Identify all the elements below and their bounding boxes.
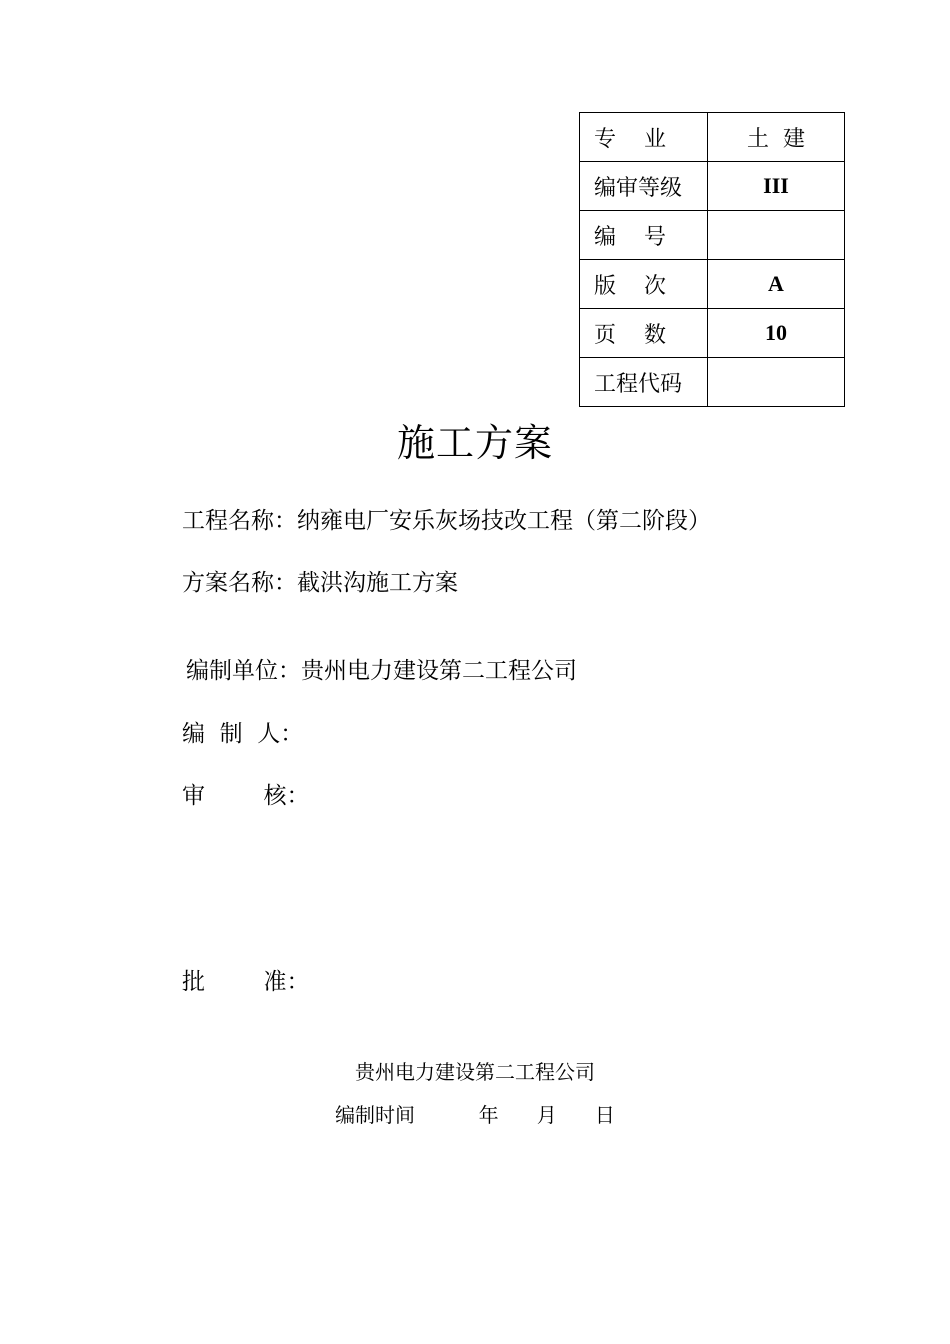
info-value: 10 [708, 309, 845, 358]
info-label: 版 次 [580, 260, 708, 309]
info-label: 工程代码 [580, 358, 708, 407]
info-label: 编 号 [580, 211, 708, 260]
reviewed-by-field: 审 核： [182, 783, 310, 809]
plan-name-field: 方案名称：截洪沟施工方案 [182, 570, 458, 596]
footer-date-line: 编制时间 年 月 日 [335, 1103, 615, 1127]
info-value [708, 358, 845, 407]
approved-by-field: 批 准： [182, 969, 310, 995]
info-label: 专 业 [580, 113, 708, 162]
info-label: 页 数 [580, 309, 708, 358]
info-value [708, 211, 845, 260]
info-value: A [708, 260, 845, 309]
document-title: 施工方案 [396, 421, 553, 465]
info-label: 编审等级 [580, 162, 708, 211]
info-row-discipline [580, 113, 845, 162]
footer-company: 贵州电力建设第二工程公司 [355, 1060, 595, 1084]
info-row-revision [580, 260, 845, 309]
info-value: III [708, 162, 845, 211]
info-row-review-level [580, 162, 845, 211]
info-value: 土 建 [708, 113, 845, 162]
prepared-by-unit-field: 编制单位：贵州电力建设第二工程公司 [186, 658, 577, 684]
info-row-page-count [580, 309, 845, 358]
info-row-number [580, 211, 845, 260]
document-info-table [579, 112, 845, 407]
project-name-field: 工程名称：纳雍电厂安乐灰场技改工程（第二阶段） [182, 508, 711, 534]
prepared-by-field: 编 制 人： [182, 721, 304, 747]
info-row-project-code [580, 358, 845, 407]
